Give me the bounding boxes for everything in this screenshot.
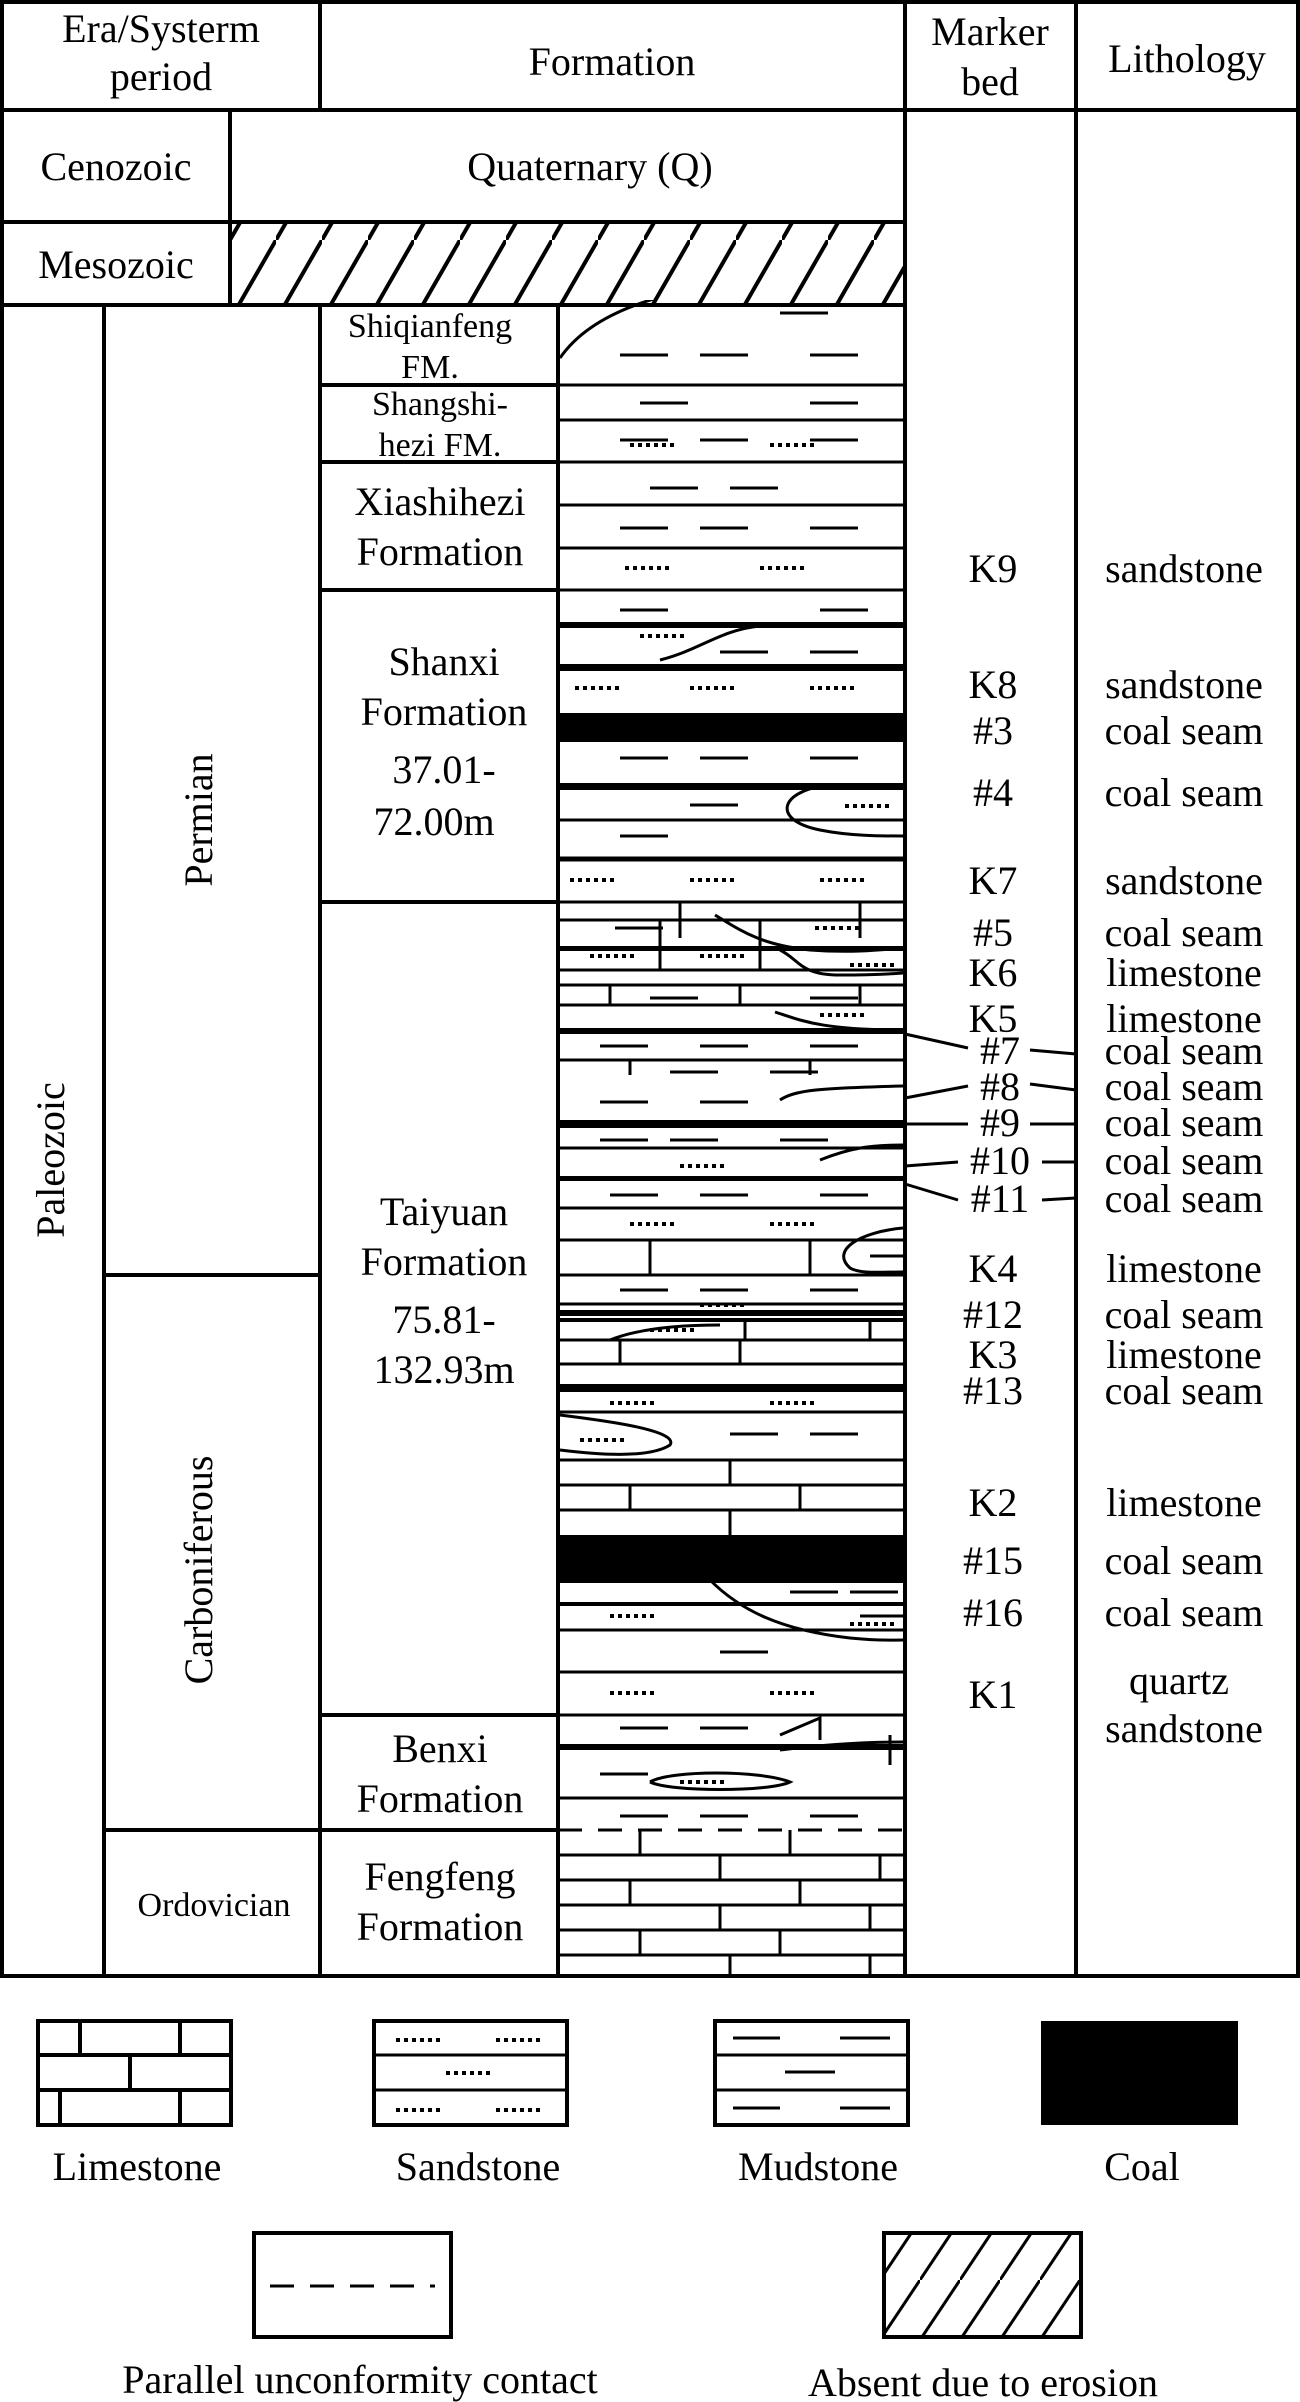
- lith-k1: quartz sandstone: [1105, 1658, 1263, 1751]
- marker-k7: K7: [968, 858, 1018, 903]
- lithology-column: [558, 274, 918, 1976]
- fm-shangshihezi-2: hezi FM.: [378, 427, 502, 464]
- marker-k2: K2: [968, 1480, 1018, 1525]
- era-paleozoic: Paleozoic: [28, 1082, 73, 1238]
- fm-shiqianfeng-2: FM.: [401, 349, 459, 386]
- lith-3: coal seam: [1104, 708, 1264, 753]
- marker-13: #13: [963, 1368, 1023, 1413]
- header-marker: Marker: [931, 9, 1049, 54]
- period-ordovician: Ordovician: [137, 1887, 291, 1924]
- lith-k7: sandstone: [1105, 858, 1263, 903]
- fm-shanxi-3: 37.01-: [392, 747, 496, 792]
- fm-taiyuan-3: 75.81-: [392, 1297, 496, 1342]
- fm-benxi-2: Formation: [356, 1776, 524, 1821]
- marker-12: #12: [963, 1292, 1023, 1337]
- header-lithology: Lithology: [1108, 36, 1266, 81]
- lens-29: [660, 624, 903, 660]
- coal-seam-93: [558, 1176, 905, 1181]
- lith-9: coal seam: [1104, 1100, 1264, 1145]
- coal-seam-32: [558, 664, 905, 671]
- legend-unconformity-swatch: [254, 2233, 451, 2337]
- lith-5: coal seam: [1104, 910, 1264, 955]
- fm-fengfeng-2: Formation: [356, 1904, 524, 1949]
- era-mesozoic: Mesozoic: [38, 242, 194, 287]
- lith-k8: sandstone: [1105, 662, 1263, 707]
- lith-12: coal seam: [1104, 1292, 1264, 1337]
- fm-taiyuan-1: Taiyuan: [379, 1189, 509, 1234]
- period-carboniferous: Carboniferous: [176, 1455, 221, 1685]
- marker-7: #7: [980, 1028, 1020, 1073]
- fm-shangshihezi-1: Shangshi-: [372, 386, 508, 423]
- lith-k6: limestone: [1106, 950, 1262, 995]
- fm-xiashihezi-1: Xiashihezi: [354, 479, 526, 524]
- lith-k2: limestone: [1106, 1480, 1262, 1525]
- legend-mudstone-swatch: [715, 2021, 908, 2125]
- fm-benxi-1: Benxi: [392, 1726, 488, 1771]
- coal-seam-122: [558, 1384, 905, 1392]
- lith-13: coal seam: [1104, 1368, 1264, 1413]
- marker-k3: K3: [968, 1332, 1018, 1377]
- legend-sandstone-swatch: [374, 2021, 567, 2125]
- marker-11: #11: [970, 1176, 1030, 1221]
- legend: [38, 2021, 1238, 2402]
- header-formation: Formation: [528, 39, 696, 84]
- legend-coal-label: Coal: [1104, 2144, 1180, 2189]
- legend-limestone-swatch: [38, 2021, 231, 2125]
- marker-k5: K5: [968, 996, 1018, 1041]
- lith-10: coal seam: [1104, 1138, 1264, 1183]
- fm-taiyuan-2: Formation: [360, 1239, 528, 1284]
- header-bed: bed: [961, 59, 1019, 104]
- marker-3: #3: [973, 708, 1013, 753]
- marker-9: #9: [980, 1100, 1020, 1145]
- fm-shiqianfeng-1: Shiqianfeng: [347, 308, 513, 345]
- coal-seam-112: [558, 1310, 905, 1316]
- marker-k1: K1: [968, 1672, 1018, 1717]
- coal-seam-36: [558, 713, 905, 742]
- coal-seam-113: [558, 1318, 905, 1322]
- marker-k6: K6: [968, 950, 1018, 995]
- era-cenozoic: Cenozoic: [40, 144, 192, 189]
- marker-8: #8: [980, 1064, 1020, 1109]
- fm-shanxi-2: Formation: [360, 689, 528, 734]
- period-permian: Permian: [176, 753, 221, 887]
- coal-seam-75: [558, 1028, 905, 1034]
- coal-seam-58: [558, 946, 905, 951]
- marker-5: #5: [973, 910, 1013, 955]
- fm-xiashihezi-2: Formation: [356, 529, 524, 574]
- marker-labels: [963, 546, 1030, 1717]
- marker-k9: K9: [968, 546, 1018, 591]
- coal-seam-87: [558, 1120, 905, 1128]
- fm-shanxi-4: 72.00m: [373, 799, 495, 844]
- lith-11: coal seam: [1104, 1176, 1264, 1221]
- marker-10: #10: [970, 1138, 1030, 1183]
- lith-15: coal seam: [1104, 1538, 1264, 1583]
- legend-sandstone-label: Sandstone: [395, 2144, 561, 2189]
- coal-seam-141: [558, 1602, 905, 1606]
- lithology-labels: [1105, 546, 1264, 1751]
- quaternary-label: Quaternary (Q): [467, 144, 713, 189]
- lens-84: [780, 1086, 903, 1100]
- marker-16: #16: [963, 1590, 1023, 1635]
- lith-k3: limestone: [1106, 1332, 1262, 1377]
- marker-4: #4: [973, 770, 1013, 815]
- legend-erosion-label: Absent due to erosion: [808, 2360, 1158, 2402]
- coal-seam-137: [558, 1535, 905, 1583]
- lens-114: [610, 1325, 720, 1340]
- marker-15: #15: [963, 1538, 1023, 1583]
- header-era: Era/Systerm: [62, 6, 260, 51]
- lith-k9: sandstone: [1105, 546, 1263, 591]
- legend-unconformity-label: Parallel unconformity contact: [122, 2357, 598, 2402]
- header-period: period: [109, 54, 213, 99]
- lith-7: coal seam: [1104, 1028, 1264, 1073]
- legend-coal-swatch: [1041, 2021, 1238, 2125]
- lens-128: [560, 1415, 671, 1454]
- legend-erosion-swatch: [884, 2233, 1081, 2337]
- fm-fengfeng-1: Fengfeng: [364, 1854, 516, 1899]
- lith-k5: limestone: [1106, 996, 1262, 1041]
- fm-taiyuan-4: 132.93m: [373, 1347, 515, 1392]
- lith-8: coal seam: [1104, 1064, 1264, 1109]
- legend-mudstone-label: Mudstone: [738, 2144, 898, 2189]
- coal-seam-154: [558, 1744, 905, 1750]
- marker-k8: K8: [968, 662, 1018, 707]
- lith-k4: limestone: [1106, 1246, 1262, 1291]
- lith-4: coal seam: [1104, 770, 1264, 815]
- lens-42: [787, 785, 903, 836]
- lens-153: [780, 1718, 820, 1740]
- coal-seam-40: [558, 783, 905, 790]
- fm-shanxi-1: Shanxi: [388, 639, 500, 684]
- legend-limestone-label: Limestone: [52, 2144, 222, 2189]
- erosion-hatch: [230, 224, 903, 303]
- marker-k4: K4: [968, 1246, 1018, 1291]
- lith-16: coal seam: [1104, 1590, 1264, 1635]
- lens-104: [844, 1228, 903, 1272]
